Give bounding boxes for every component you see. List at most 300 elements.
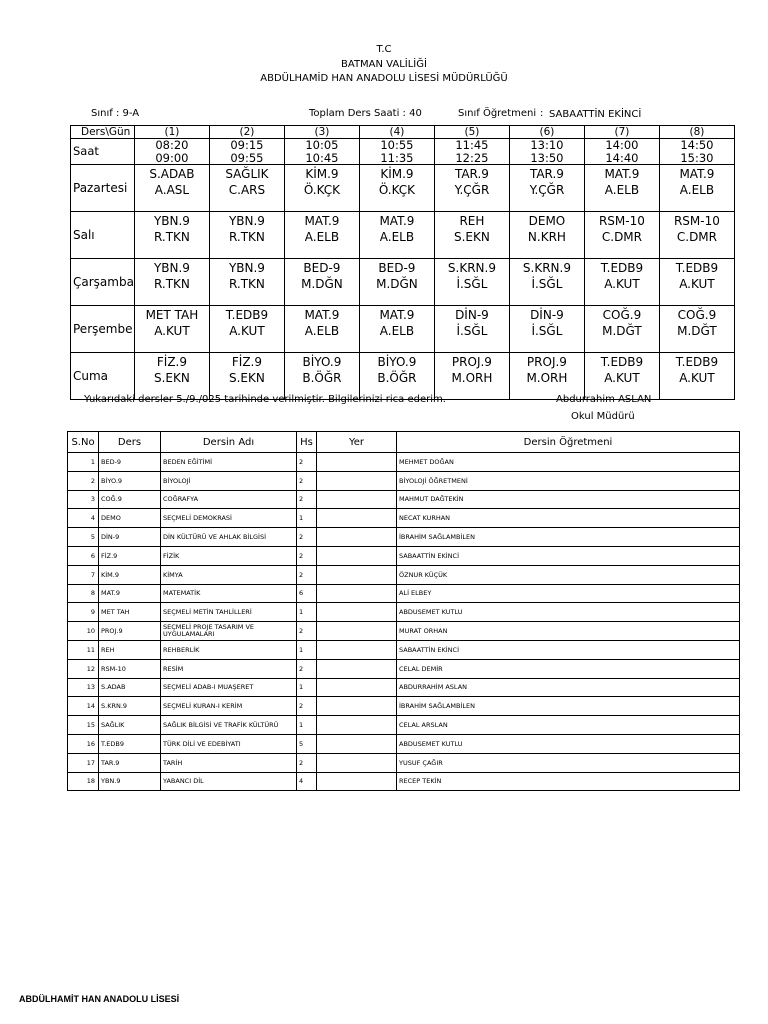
course-code: MET TAH bbox=[99, 603, 161, 622]
course-row bbox=[68, 546, 740, 565]
course-no: 3 bbox=[68, 490, 99, 509]
lesson-code: REH bbox=[459, 214, 485, 228]
lesson-cell bbox=[284, 306, 359, 353]
period-number-row bbox=[71, 126, 735, 139]
course-teacher: RECEP TEKİN bbox=[397, 772, 740, 791]
lesson-teacher: A.ELB bbox=[379, 230, 415, 244]
period-start-time: 09:15 bbox=[230, 138, 264, 152]
course-no: 16 bbox=[68, 734, 99, 753]
lesson-cell bbox=[359, 306, 434, 353]
period-start-time: 14:00 bbox=[605, 138, 639, 152]
course-hours: 1 bbox=[297, 640, 317, 659]
lesson-teacher: İ.SĞL bbox=[456, 324, 488, 338]
lesson-cell bbox=[509, 353, 584, 400]
total-hours: Toplam Ders Saati : 40 bbox=[309, 108, 422, 119]
lesson-cell bbox=[584, 212, 659, 259]
lesson-cell bbox=[509, 306, 584, 353]
period-number: (6) bbox=[509, 126, 584, 139]
lesson-code: RSM-10 bbox=[673, 214, 720, 228]
header-line-governorship: BATMAN VALİLİĞİ bbox=[341, 59, 427, 70]
lesson-code: T.EDB9 bbox=[675, 261, 719, 275]
course-place bbox=[317, 565, 397, 584]
lesson-cell bbox=[584, 353, 659, 400]
course-row bbox=[68, 509, 740, 528]
course-place bbox=[317, 772, 397, 791]
course-place bbox=[317, 603, 397, 622]
course-no: 9 bbox=[68, 603, 99, 622]
period-time-cell bbox=[659, 139, 734, 165]
day-row bbox=[71, 306, 735, 353]
lesson-cell bbox=[659, 353, 734, 400]
lesson-cell bbox=[284, 165, 359, 212]
period-number: (1) bbox=[134, 126, 209, 139]
lesson-cell bbox=[134, 306, 209, 353]
period-start-time: 13:10 bbox=[530, 138, 564, 152]
lesson-teacher: A.ASL bbox=[154, 183, 190, 197]
lesson-code: KİM.9 bbox=[305, 167, 339, 181]
course-code: KİM.9 bbox=[99, 565, 161, 584]
period-time-cell bbox=[584, 139, 659, 165]
corner-label: Ders\Gün bbox=[71, 126, 135, 139]
day-row bbox=[71, 212, 735, 259]
lesson-code: MAT.9 bbox=[604, 167, 640, 181]
course-row bbox=[68, 471, 740, 490]
course-place bbox=[317, 697, 397, 716]
lesson-teacher: B.ÖĞR bbox=[377, 371, 417, 385]
lesson-code: MAT.9 bbox=[304, 214, 340, 228]
course-hours: 1 bbox=[297, 678, 317, 697]
course-hours: 6 bbox=[297, 584, 317, 603]
course-hours: 2 bbox=[297, 471, 317, 490]
lesson-cell bbox=[584, 306, 659, 353]
course-name: KİMYA bbox=[161, 565, 297, 584]
period-time-cell bbox=[359, 139, 434, 165]
day-name: Pazartesi bbox=[71, 165, 135, 212]
course-no: 10 bbox=[68, 622, 99, 641]
course-row bbox=[68, 622, 740, 641]
period-end-time: 11:35 bbox=[380, 150, 414, 165]
period-time-row bbox=[71, 139, 735, 165]
course-hours: 2 bbox=[297, 453, 317, 472]
lesson-cell bbox=[134, 212, 209, 259]
course-hours: 2 bbox=[297, 565, 317, 584]
period-end-time: 09:00 bbox=[155, 150, 189, 165]
lesson-teacher: B.ÖĞR bbox=[302, 371, 342, 385]
course-no: 14 bbox=[68, 697, 99, 716]
principal-title: Okul Müdürü bbox=[571, 411, 635, 422]
lesson-code: SAĞLIK bbox=[225, 167, 269, 181]
course-no: 7 bbox=[68, 565, 99, 584]
course-hours: 5 bbox=[297, 734, 317, 753]
course-no: 12 bbox=[68, 659, 99, 678]
course-row bbox=[68, 565, 740, 584]
day-name: Perşembe bbox=[71, 306, 135, 353]
col-header-hours: Hs bbox=[297, 432, 317, 453]
lesson-code: MET TAH bbox=[145, 308, 199, 322]
col-header-code: Ders bbox=[99, 432, 161, 453]
col-header-place: Yer bbox=[317, 432, 397, 453]
course-hours: 2 bbox=[297, 659, 317, 678]
course-place bbox=[317, 528, 397, 547]
course-teacher: MEHMET DOĞAN bbox=[397, 453, 740, 472]
lesson-cell bbox=[209, 165, 284, 212]
lesson-teacher: A.KUT bbox=[604, 371, 640, 385]
lesson-cell bbox=[134, 353, 209, 400]
lesson-cell bbox=[284, 353, 359, 400]
course-name: BEDEN EĞİTİMİ bbox=[161, 453, 297, 472]
period-start-time: 14:50 bbox=[680, 138, 714, 152]
lesson-code: FİZ.9 bbox=[156, 355, 187, 369]
header-line-tc: T.C bbox=[376, 44, 392, 55]
course-row bbox=[68, 753, 740, 772]
course-hours: 2 bbox=[297, 753, 317, 772]
lesson-code: MAT.9 bbox=[679, 167, 715, 181]
lesson-cell bbox=[284, 212, 359, 259]
lesson-code: DEMO bbox=[528, 214, 566, 228]
course-no: 5 bbox=[68, 528, 99, 547]
course-name: SEÇMELİ METİN TAHLİLLERİ bbox=[161, 603, 297, 622]
period-time-cell bbox=[209, 139, 284, 165]
course-code: BİYO.9 bbox=[99, 471, 161, 490]
lesson-code: YBN.9 bbox=[153, 261, 190, 275]
lesson-teacher: M.DĞN bbox=[301, 277, 343, 291]
lesson-cell bbox=[509, 165, 584, 212]
course-teacher: SABAATTİN EKİNCİ bbox=[397, 546, 740, 565]
course-hours: 2 bbox=[297, 528, 317, 547]
lesson-cell bbox=[509, 259, 584, 306]
class-teacher-label: Sınıf Öğretmeni bbox=[458, 108, 537, 119]
lesson-cell bbox=[659, 165, 734, 212]
course-name: DİN KÜLTÜRÜ VE AHLAK BİLGİSİ bbox=[161, 528, 297, 547]
lesson-code: TAR.9 bbox=[454, 167, 489, 181]
course-code: COĞ.9 bbox=[99, 490, 161, 509]
lesson-cell bbox=[659, 259, 734, 306]
lesson-teacher: A.KUT bbox=[154, 324, 190, 338]
lesson-teacher: R.TKN bbox=[153, 230, 190, 244]
lesson-code: YBN.9 bbox=[228, 214, 265, 228]
course-place bbox=[317, 622, 397, 641]
lesson-teacher: R.TKN bbox=[228, 230, 265, 244]
lesson-code: YBN.9 bbox=[228, 261, 265, 275]
course-code: REH bbox=[99, 640, 161, 659]
course-place bbox=[317, 453, 397, 472]
lesson-code: S.KRN.9 bbox=[522, 261, 571, 275]
course-code: T.EDB9 bbox=[99, 734, 161, 753]
lesson-cell bbox=[584, 165, 659, 212]
course-name: YABANCI DİL bbox=[161, 772, 297, 791]
course-no: 11 bbox=[68, 640, 99, 659]
principal-name: Abdurrahim ASLAN bbox=[556, 394, 652, 405]
lesson-cell bbox=[659, 306, 734, 353]
course-hours: 2 bbox=[297, 697, 317, 716]
course-code: TAR.9 bbox=[99, 753, 161, 772]
lesson-teacher: A.ELB bbox=[304, 324, 340, 338]
course-place bbox=[317, 546, 397, 565]
lesson-code: BED-9 bbox=[378, 261, 416, 275]
course-code: SAĞLIK bbox=[99, 716, 161, 735]
lesson-cell bbox=[509, 212, 584, 259]
notice-text: Yukarıdaki dersler 5./9./025 tarihinde verilmiştir. Bilgilerinizi rica ederim. bbox=[84, 394, 446, 405]
course-row bbox=[68, 640, 740, 659]
day-row bbox=[71, 259, 735, 306]
lesson-code: BİYO.9 bbox=[377, 355, 417, 369]
period-number: (5) bbox=[434, 126, 509, 139]
lesson-teacher: Y.ÇĞR bbox=[454, 183, 490, 197]
lesson-code: PROJ.9 bbox=[526, 355, 567, 369]
lesson-cell bbox=[434, 212, 509, 259]
lesson-code: BİYO.9 bbox=[302, 355, 342, 369]
lesson-teacher: Y.ÇĞR bbox=[529, 183, 565, 197]
lesson-teacher: N.KRH bbox=[527, 230, 566, 244]
lesson-code: MAT.9 bbox=[379, 308, 415, 322]
period-end-time: 14:40 bbox=[605, 150, 639, 165]
lesson-teacher: R.TKN bbox=[228, 277, 265, 291]
lesson-cell bbox=[584, 259, 659, 306]
lesson-cell bbox=[359, 212, 434, 259]
lesson-cell bbox=[209, 353, 284, 400]
course-hours: 2 bbox=[297, 490, 317, 509]
period-end-time: 15:30 bbox=[680, 150, 714, 165]
lesson-code: S.ADAB bbox=[149, 167, 195, 181]
course-name: TARİH bbox=[161, 753, 297, 772]
course-place bbox=[317, 640, 397, 659]
course-teacher: İBRAHİM SAĞLAMBİLEN bbox=[397, 697, 740, 716]
day-row bbox=[71, 353, 735, 400]
day-name: Cuma bbox=[71, 353, 135, 400]
lesson-cell bbox=[359, 165, 434, 212]
course-place bbox=[317, 659, 397, 678]
lesson-teacher: A.KUT bbox=[679, 371, 715, 385]
period-start-time: 08:20 bbox=[155, 138, 189, 152]
lesson-cell bbox=[434, 165, 509, 212]
class-teacher-sep: : bbox=[540, 108, 544, 119]
period-time-cell bbox=[134, 139, 209, 165]
course-code: S.KRN.9 bbox=[99, 697, 161, 716]
course-teacher: CELAL DEMİR bbox=[397, 659, 740, 678]
lesson-code: T.EDB9 bbox=[225, 308, 269, 322]
col-header-no: S.No bbox=[68, 432, 99, 453]
course-row bbox=[68, 528, 740, 547]
period-end-time: 12:25 bbox=[455, 150, 489, 165]
course-list-header bbox=[68, 432, 740, 453]
course-name: REHBERLİK bbox=[161, 640, 297, 659]
course-row bbox=[68, 734, 740, 753]
lesson-code: KİM.9 bbox=[380, 167, 414, 181]
course-teacher: NECAT KURHAN bbox=[397, 509, 740, 528]
period-end-time: 13:50 bbox=[530, 150, 564, 165]
course-teacher: ABDUSEMET KUTLU bbox=[397, 734, 740, 753]
course-row bbox=[68, 716, 740, 735]
lesson-cell bbox=[134, 165, 209, 212]
course-teacher: SABAATTİN EKİNCİ bbox=[397, 640, 740, 659]
course-teacher: CELAL ARSLAN bbox=[397, 716, 740, 735]
course-code: DİN-9 bbox=[99, 528, 161, 547]
course-no: 13 bbox=[68, 678, 99, 697]
course-name: RESİM bbox=[161, 659, 297, 678]
lesson-teacher: A.ELB bbox=[679, 183, 715, 197]
lesson-code: RSM-10 bbox=[598, 214, 645, 228]
lesson-code: COĞ.9 bbox=[602, 308, 642, 322]
course-name: TÜRK DİLİ VE EDEBİYATI bbox=[161, 734, 297, 753]
lesson-code: T.EDB9 bbox=[600, 261, 644, 275]
schedule-table bbox=[70, 125, 735, 400]
course-place bbox=[317, 753, 397, 772]
lesson-code: T.EDB9 bbox=[675, 355, 719, 369]
course-row bbox=[68, 490, 740, 509]
course-code: RSM-10 bbox=[99, 659, 161, 678]
lesson-code: MAT.9 bbox=[304, 308, 340, 322]
class-label: Sınıf : 9-A bbox=[91, 108, 140, 119]
course-teacher: ABDUSEMET KUTLU bbox=[397, 603, 740, 622]
course-hours: 1 bbox=[297, 509, 317, 528]
lesson-cell bbox=[434, 306, 509, 353]
lesson-code: PROJ.9 bbox=[451, 355, 492, 369]
course-no: 2 bbox=[68, 471, 99, 490]
period-number: (8) bbox=[659, 126, 734, 139]
day-row bbox=[71, 165, 735, 212]
course-teacher: İBRAHİM SAĞLAMBİLEN bbox=[397, 528, 740, 547]
lesson-teacher: M.ORH bbox=[451, 371, 493, 385]
course-place bbox=[317, 734, 397, 753]
course-name: SAĞLIK BİLGİSİ VE TRAFİK KÜLTÜRÜ bbox=[161, 716, 297, 735]
course-code: S.ADAB bbox=[99, 678, 161, 697]
lesson-teacher: C.DMR bbox=[601, 230, 642, 244]
period-number: (4) bbox=[359, 126, 434, 139]
course-place bbox=[317, 490, 397, 509]
course-code: PROJ.9 bbox=[99, 622, 161, 641]
lesson-cell bbox=[434, 353, 509, 400]
time-label: Saat bbox=[71, 139, 135, 165]
lesson-code: S.KRN.9 bbox=[447, 261, 496, 275]
lesson-teacher: A.KUT bbox=[229, 324, 265, 338]
course-row bbox=[68, 678, 740, 697]
lesson-code: BED-9 bbox=[303, 261, 341, 275]
course-name: COĞRAFYA bbox=[161, 490, 297, 509]
course-hours: 2 bbox=[297, 622, 317, 641]
lesson-code: DİN-9 bbox=[455, 308, 489, 322]
course-code: FİZ.9 bbox=[99, 546, 161, 565]
course-row bbox=[68, 603, 740, 622]
lesson-teacher: İ.SĞL bbox=[456, 277, 488, 291]
course-hours: 4 bbox=[297, 772, 317, 791]
period-time-cell bbox=[509, 139, 584, 165]
lesson-teacher: M.DĞN bbox=[376, 277, 418, 291]
course-no: 8 bbox=[68, 584, 99, 603]
course-name: FİZİK bbox=[161, 546, 297, 565]
lesson-cell bbox=[209, 212, 284, 259]
day-name: Çarşamba bbox=[71, 259, 135, 306]
course-row bbox=[68, 697, 740, 716]
course-no: 4 bbox=[68, 509, 99, 528]
lesson-teacher: C.DMR bbox=[676, 230, 717, 244]
course-code: YBN.9 bbox=[99, 772, 161, 791]
class-teacher-name: SABAATTİN EKİNCİ bbox=[549, 109, 642, 120]
course-name: SEÇMELİ DEMOKRASİ bbox=[161, 509, 297, 528]
lesson-teacher: M.DĞT bbox=[677, 324, 717, 338]
course-no: 6 bbox=[68, 546, 99, 565]
lesson-code: DİN-9 bbox=[530, 308, 564, 322]
course-teacher: MURAT ORHAN bbox=[397, 622, 740, 641]
lesson-code: MAT.9 bbox=[379, 214, 415, 228]
period-time-cell bbox=[434, 139, 509, 165]
lesson-cell bbox=[209, 259, 284, 306]
period-number: (3) bbox=[284, 126, 359, 139]
lesson-teacher: A.KUT bbox=[679, 277, 715, 291]
course-hours: 2 bbox=[297, 546, 317, 565]
lesson-teacher: A.ELB bbox=[304, 230, 340, 244]
lesson-cell bbox=[359, 259, 434, 306]
footer-school-name: ABDÜLHAMİT HAN ANADOLU LİSESİ bbox=[19, 994, 180, 1004]
course-name: MATEMATİK bbox=[161, 584, 297, 603]
course-name: SEÇMELİ ADAB-I MUAŞERET bbox=[161, 678, 297, 697]
day-name: Salı bbox=[71, 212, 135, 259]
lesson-teacher: R.TKN bbox=[153, 277, 190, 291]
lesson-teacher: İ.SĞL bbox=[531, 277, 563, 291]
course-row bbox=[68, 453, 740, 472]
course-teacher: YUSUF ÇAĞIR bbox=[397, 753, 740, 772]
course-row bbox=[68, 772, 740, 791]
course-no: 17 bbox=[68, 753, 99, 772]
course-place bbox=[317, 584, 397, 603]
course-list-table bbox=[67, 431, 740, 791]
course-place bbox=[317, 716, 397, 735]
lesson-teacher: A.ELB bbox=[604, 183, 640, 197]
course-row bbox=[68, 659, 740, 678]
lesson-teacher: C.ARS bbox=[228, 183, 266, 197]
lesson-teacher: M.ORH bbox=[526, 371, 568, 385]
period-end-time: 09:55 bbox=[230, 150, 264, 165]
course-code: BED-9 bbox=[99, 453, 161, 472]
course-row bbox=[68, 584, 740, 603]
lesson-teacher: A.KUT bbox=[604, 277, 640, 291]
course-no: 1 bbox=[68, 453, 99, 472]
lesson-teacher: S.EKN bbox=[154, 371, 190, 385]
course-teacher: ÖZNUR KÜÇÜK bbox=[397, 565, 740, 584]
course-teacher: ALİ ELBEY bbox=[397, 584, 740, 603]
course-no: 15 bbox=[68, 716, 99, 735]
lesson-teacher: S.EKN bbox=[454, 230, 490, 244]
lesson-teacher: İ.SĞL bbox=[531, 324, 563, 338]
lesson-teacher: Ö.KÇK bbox=[378, 183, 416, 197]
col-header-teacher: Dersin Öğretmeni bbox=[397, 432, 740, 453]
lesson-cell bbox=[134, 259, 209, 306]
lesson-cell bbox=[434, 259, 509, 306]
lesson-code: COĞ.9 bbox=[677, 308, 717, 322]
period-number: (7) bbox=[584, 126, 659, 139]
course-name: SEÇMELİ KURAN-I KERİM bbox=[161, 697, 297, 716]
lesson-cell bbox=[359, 353, 434, 400]
course-place bbox=[317, 678, 397, 697]
course-hours: 1 bbox=[297, 716, 317, 735]
course-teacher: BİYOLOJİ ÖĞRETMENİ bbox=[397, 471, 740, 490]
course-code: MAT.9 bbox=[99, 584, 161, 603]
lesson-teacher: M.DĞT bbox=[602, 324, 642, 338]
course-no: 18 bbox=[68, 772, 99, 791]
lesson-code: YBN.9 bbox=[153, 214, 190, 228]
period-start-time: 11:45 bbox=[455, 138, 489, 152]
course-place bbox=[317, 509, 397, 528]
course-name: BİYOLOJİ bbox=[161, 471, 297, 490]
course-name: SEÇMELİ PROJE TASARIM VE UYGULAMALARI bbox=[161, 622, 297, 641]
lesson-teacher: A.ELB bbox=[379, 324, 415, 338]
lesson-teacher: S.EKN bbox=[229, 371, 265, 385]
course-hours: 1 bbox=[297, 603, 317, 622]
course-teacher: MAHMUT DAĞTEKİN bbox=[397, 490, 740, 509]
period-start-time: 10:05 bbox=[305, 138, 339, 152]
lesson-cell bbox=[209, 306, 284, 353]
course-code: DEMO bbox=[99, 509, 161, 528]
lesson-code: FİZ.9 bbox=[231, 355, 262, 369]
